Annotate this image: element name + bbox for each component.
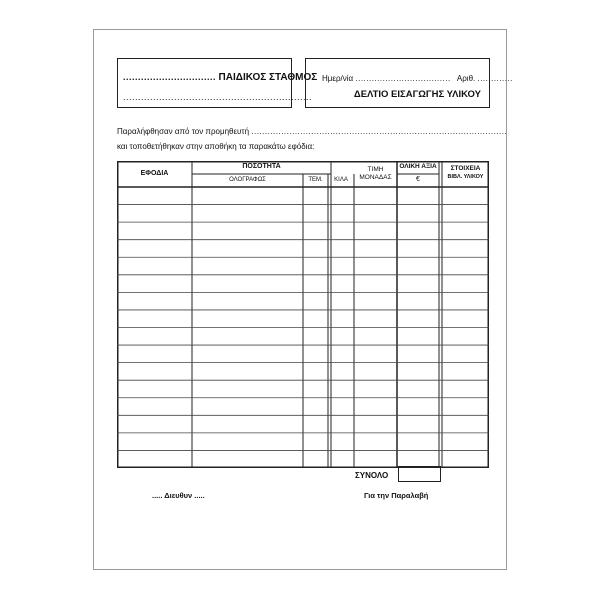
supplier-label: Παραλήφθησαν από τον προμηθευτή bbox=[117, 127, 250, 136]
header-pieces: ΤΕΜ. bbox=[308, 177, 323, 183]
header-kilos: ΚΙΛΑ bbox=[334, 177, 348, 183]
date-label: Ημερ/νία bbox=[322, 74, 354, 83]
document-info-box bbox=[305, 58, 513, 108]
header-unit-price-line1: ΤΙΜΗ bbox=[367, 166, 384, 173]
storage-line: και τοποθετήθηκαν στην αποθήκη τα παρακάτω εφόδια: bbox=[117, 142, 315, 151]
school-name-row bbox=[123, 72, 317, 83]
supplier-dots: .............................................................................................. bbox=[251, 127, 508, 136]
header-book-data-line1: ΣΤΟΙΧΕΙΑ bbox=[450, 165, 481, 172]
header-total-value: ΟΛΙΚΗ ΑΞΙΑ bbox=[399, 163, 437, 170]
date-number-row bbox=[322, 74, 513, 83]
total-box[interactable] bbox=[398, 466, 441, 482]
number-label: Αριθ. bbox=[456, 74, 476, 83]
header-book-data-line2: ΒΙΒΛ. ΥΛΙΚΟΥ bbox=[447, 174, 484, 180]
total-label: ΣΥΝΟΛΟ bbox=[355, 471, 389, 480]
receiver-signature-label: Για την Παραλαβή bbox=[364, 491, 429, 500]
school-address-dots: ............................................................... bbox=[123, 92, 313, 102]
document-sheet bbox=[93, 29, 513, 570]
number-dots: ............. bbox=[477, 74, 513, 83]
supplies-table bbox=[117, 161, 489, 468]
header-currency: € bbox=[416, 176, 420, 183]
header-quantity: ΠΟΣΟΤΗΤΑ bbox=[242, 163, 281, 170]
table-grid bbox=[117, 161, 489, 468]
document-title: ΔΕΛΤΙΟ ΕΙΣΑΓΩΓΗΣ ΥΛΙΚΟΥ bbox=[353, 89, 481, 100]
school-name-dots: ............................... bbox=[123, 72, 217, 82]
school-box bbox=[117, 58, 318, 108]
header-in-words: ΟΛΟΓΡΑΦΩΣ bbox=[229, 177, 266, 183]
director-signature-label: ..... Διευθυν ..... bbox=[152, 491, 205, 500]
header-supplies: ΕΦΟΔΙΑ bbox=[140, 170, 169, 177]
school-label: ΠΑΙΔΙΚΟΣ ΣΤΑΘΜΟΣ bbox=[218, 72, 318, 83]
supplier-line bbox=[117, 127, 507, 136]
header-unit-price-line2: ΜΟΝΑΔΑΣ bbox=[359, 174, 392, 181]
date-dots: ................................... bbox=[355, 74, 451, 83]
